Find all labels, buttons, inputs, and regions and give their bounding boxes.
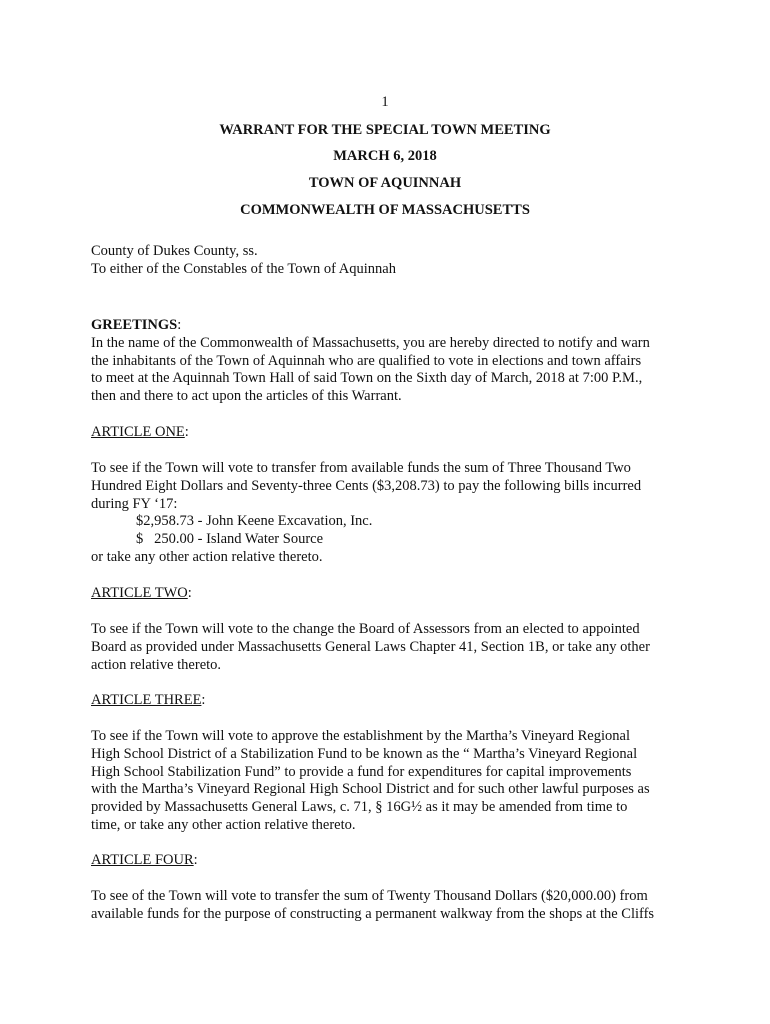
article-two-line: To see if the Town will vote to the change the Board of Assessors from an elected to appointed	[91, 621, 640, 637]
commonwealth-name: COMMONWEALTH OF MASSACHUSETTS	[240, 202, 530, 218]
article-four-body	[91, 888, 691, 924]
article-one-heading-block	[91, 424, 691, 442]
town-name: TOWN OF AQUINNAH	[308, 175, 462, 191]
article-four-heading: ARTICLE FOUR:	[91, 852, 198, 868]
article-four-line: available funds for the purpose of constructing a permanent walkway from the shops at the Cliffs	[91, 905, 655, 922]
article-one-heading: ARTICLE ONE:	[91, 424, 189, 440]
page-number: 1	[381, 94, 389, 110]
article-one-closing: or take any other action relative thereto.	[91, 548, 323, 565]
article-three-line: High School Stabilization Fund” to provide a fund for expenditures for capital improvements	[91, 763, 632, 780]
address-block	[91, 243, 691, 279]
article-three-line: with the Martha’s Vineyard Regional High School District and for such other lawful purposes as	[91, 781, 650, 798]
article-three-line: To see if the Town will vote to approve the establishment by the Martha’s Vineyard Regional	[91, 728, 630, 744]
greetings-line: then and there to act upon the articles of this Warrant.	[91, 388, 402, 405]
article-one-line: during FY ‘17:	[91, 495, 178, 512]
county-line: County of Dukes County, ss.	[91, 243, 258, 259]
bill-item: $ 250.00 - Island Water Source	[136, 531, 324, 548]
bill-item: $2,958.73 - John Keene Excavation, Inc.	[136, 513, 373, 530]
greetings-line: the inhabitants of the Town of Aquinnah who are qualified to vote in elections and town affairs	[91, 352, 642, 369]
article-two-line: action relative thereto.	[91, 656, 222, 673]
article-two-line: Board as provided under Massachusetts General Laws Chapter 41, Section 1B, or take any other	[91, 638, 650, 655]
article-one-line: To see if the Town will vote to transfer from available funds the sum of Three Thousand Two	[91, 460, 631, 476]
article-two-heading-block	[91, 585, 691, 603]
article-three-line: time, or take any other action relative thereto.	[91, 816, 356, 833]
article-three-heading-block	[91, 692, 691, 710]
greetings-heading: GREETINGS:	[91, 317, 182, 333]
article-four-heading-block	[91, 852, 691, 870]
article-four-line: To see of the Town will vote to transfer the sum of Twenty Thousand Dollars ($20,000.00) from	[91, 888, 648, 904]
article-three-line: provided by Massachusetts General Laws, c. 71, § 16G½ as it may be amended from time to	[91, 799, 628, 816]
meeting-date: MARCH 6, 2018	[333, 148, 437, 164]
article-two-heading: ARTICLE TWO:	[91, 585, 192, 601]
greetings-line: to meet at the Aquinnah Town Hall of said Town on the Sixth day of March, 2018 at 7:00 P.M.,	[91, 370, 643, 387]
greetings-section	[91, 317, 691, 406]
constables-line: To either of the Constables of the Town of Aquinnah	[91, 260, 396, 277]
article-one-line: Hundred Eight Dollars and Seventy-three Cents ($3,208.73) to pay the following bills incurred	[91, 477, 642, 494]
article-three-heading: ARTICLE THREE:	[91, 692, 206, 708]
greetings-line: In the name of the Commonwealth of Massachusetts, you are hereby directed to notify and warn	[91, 334, 650, 351]
article-two-body	[91, 621, 691, 674]
article-one-body	[91, 460, 691, 567]
article-three-line: High School District of a Stabilization Fund to be known as the “ Martha’s Vineyard Regional	[91, 745, 638, 762]
article-three-body	[91, 728, 691, 835]
warrant-title: WARRANT FOR THE SPECIAL TOWN MEETING	[219, 122, 551, 138]
